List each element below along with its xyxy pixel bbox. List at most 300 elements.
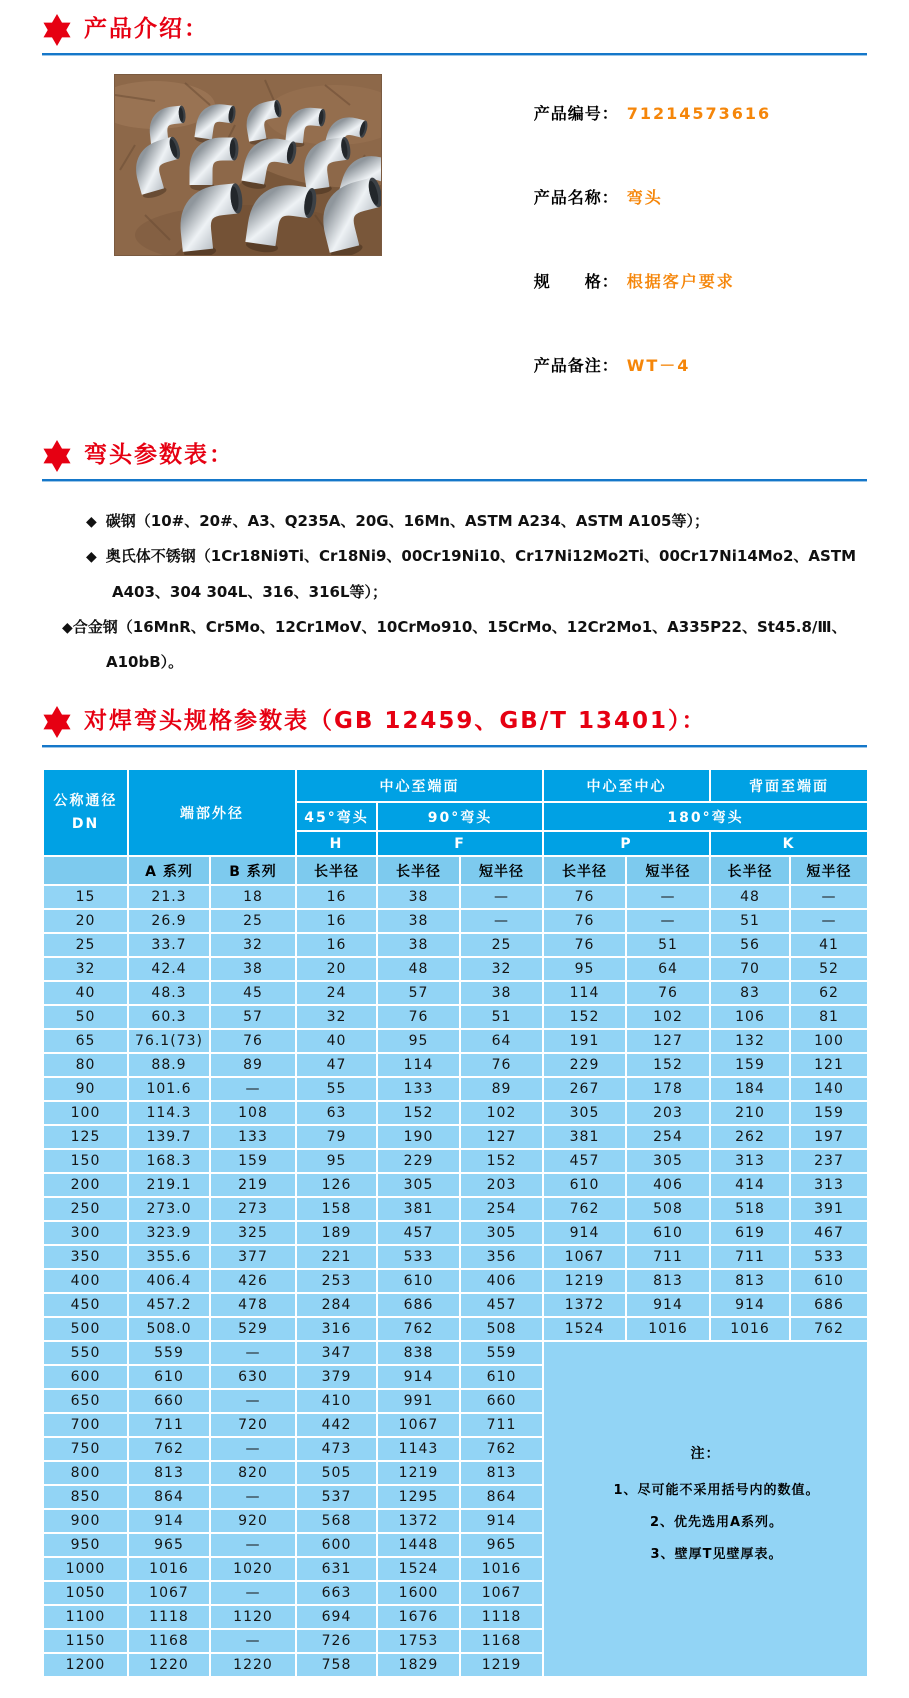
table-cell: 89 xyxy=(460,1077,543,1101)
table-cell: 377 xyxy=(210,1245,296,1269)
table-cell: 125 xyxy=(43,1125,128,1149)
material-item-stainless xyxy=(62,539,867,610)
table-notes-cell xyxy=(543,1341,868,1677)
table-cell: 559 xyxy=(128,1341,210,1365)
table-row xyxy=(43,1317,868,1341)
table-cell: 210 xyxy=(710,1101,790,1125)
info-row-remark xyxy=(478,334,771,395)
table-cell: 1118 xyxy=(128,1605,210,1629)
col-subheader-short-radius: 短半径 xyxy=(460,856,543,885)
table-cell: 89 xyxy=(210,1053,296,1077)
table-cell: 101.6 xyxy=(128,1077,210,1101)
spec-section xyxy=(42,706,867,1678)
table-cell: 273.0 xyxy=(128,1197,210,1221)
table-cell: 529 xyxy=(210,1317,296,1341)
table-cell: 81 xyxy=(790,1005,868,1029)
table-cell: 305 xyxy=(543,1101,626,1125)
note-item: 1、尽可能不采用括号内的数值。 xyxy=(613,1483,820,1499)
table-cell: 95 xyxy=(543,957,626,981)
table-cell: 42.4 xyxy=(128,957,210,981)
table-cell: 711 xyxy=(128,1413,210,1437)
table-cell: 467 xyxy=(790,1221,868,1245)
table-row xyxy=(43,1149,868,1173)
table-cell: 610 xyxy=(128,1365,210,1389)
table-cell: 500 xyxy=(43,1317,128,1341)
table-row xyxy=(43,1341,868,1365)
table-cell: 114 xyxy=(543,981,626,1005)
table-cell: 56 xyxy=(710,933,790,957)
table-cell: 1016 xyxy=(128,1557,210,1581)
table-cell: 38 xyxy=(377,885,460,909)
table-cell: 600 xyxy=(296,1533,377,1557)
notes-title: 注： xyxy=(690,1446,721,1463)
table-row xyxy=(43,981,868,1005)
table-cell: 1295 xyxy=(377,1485,460,1509)
table-cell: 76 xyxy=(543,909,626,933)
table-cell: 76 xyxy=(543,933,626,957)
info-row-name xyxy=(478,166,771,227)
table-cell: 406 xyxy=(460,1269,543,1293)
table-cell: 229 xyxy=(543,1053,626,1077)
table-cell: 95 xyxy=(296,1149,377,1173)
table-cell: 347 xyxy=(296,1341,377,1365)
diamond-bullet-icon: ◆ xyxy=(86,549,97,566)
table-cell: 114 xyxy=(377,1053,460,1077)
table-cell: 914 xyxy=(543,1221,626,1245)
table-cell: 80 xyxy=(43,1053,128,1077)
table-cell: 32 xyxy=(43,957,128,981)
table-cell: 406.4 xyxy=(128,1269,210,1293)
table-cell: 32 xyxy=(460,957,543,981)
table-cell: 1050 xyxy=(43,1581,128,1605)
table-cell: 559 xyxy=(460,1341,543,1365)
info-value: WT－4 xyxy=(626,356,691,375)
table-cell: 16 xyxy=(296,885,377,909)
table-row xyxy=(43,1197,868,1221)
table-cell: 273 xyxy=(210,1197,296,1221)
col-subheader-empty xyxy=(43,856,128,885)
table-cell: 139.7 xyxy=(128,1125,210,1149)
col-subheader-series-b: B 系列 xyxy=(210,856,296,885)
table-cell: 1168 xyxy=(460,1629,543,1653)
table-cell: — xyxy=(790,909,868,933)
table-cell: 152 xyxy=(377,1101,460,1125)
table-cell: 133 xyxy=(210,1125,296,1149)
table-cell: 600 xyxy=(43,1365,128,1389)
table-cell: 406 xyxy=(626,1173,710,1197)
table-cell: 114.3 xyxy=(128,1101,210,1125)
col-header-k: K xyxy=(710,831,868,856)
table-cell: 52 xyxy=(790,957,868,981)
table-cell: 813 xyxy=(710,1269,790,1293)
table-cell: 631 xyxy=(296,1557,377,1581)
table-cell: 127 xyxy=(626,1029,710,1053)
table-cell: — xyxy=(210,1581,296,1605)
table-cell: — xyxy=(210,1629,296,1653)
table-cell: 76 xyxy=(626,981,710,1005)
table-cell: 726 xyxy=(296,1629,377,1653)
table-cell: 197 xyxy=(790,1125,868,1149)
col-header-p: P xyxy=(543,831,710,856)
material-section xyxy=(42,440,867,680)
table-cell: 25 xyxy=(210,909,296,933)
table-cell: 76.1(73) xyxy=(128,1029,210,1053)
table-cell: 219 xyxy=(210,1173,296,1197)
table-cell: 711 xyxy=(710,1245,790,1269)
material-heading xyxy=(42,440,867,472)
table-cell: 152 xyxy=(460,1149,543,1173)
table-cell: 1753 xyxy=(377,1629,460,1653)
table-cell: 1219 xyxy=(377,1461,460,1485)
table-cell: 262 xyxy=(710,1125,790,1149)
table-cell: 619 xyxy=(710,1221,790,1245)
table-cell: 25 xyxy=(43,933,128,957)
table-cell: 70 xyxy=(710,957,790,981)
table-cell: 184 xyxy=(710,1077,790,1101)
table-cell: 20 xyxy=(43,909,128,933)
blue-divider xyxy=(42,479,867,482)
table-cell: 720 xyxy=(210,1413,296,1437)
table-cell: 1524 xyxy=(377,1557,460,1581)
table-cell: 356 xyxy=(460,1245,543,1269)
table-cell: 478 xyxy=(210,1293,296,1317)
table-cell: 381 xyxy=(543,1125,626,1149)
table-cell: 76 xyxy=(377,1005,460,1029)
table-row xyxy=(43,957,868,981)
table-cell: 630 xyxy=(210,1365,296,1389)
table-cell: 711 xyxy=(626,1245,710,1269)
table-row xyxy=(43,1077,868,1101)
table-cell: 47 xyxy=(296,1053,377,1077)
intro-body xyxy=(114,74,867,418)
table-cell: 813 xyxy=(460,1461,543,1485)
table-cell: 660 xyxy=(460,1389,543,1413)
table-cell: 40 xyxy=(43,981,128,1005)
table-cell: 686 xyxy=(377,1293,460,1317)
table-cell: 686 xyxy=(790,1293,868,1317)
table-cell: — xyxy=(210,1389,296,1413)
info-value: 弯头 xyxy=(626,188,663,207)
col-subheader-short-radius: 短半径 xyxy=(626,856,710,885)
table-cell: 1219 xyxy=(543,1269,626,1293)
table-cell: 508 xyxy=(460,1317,543,1341)
table-cell: 457 xyxy=(460,1293,543,1317)
table-cell: 64 xyxy=(626,957,710,981)
col-subheader-series-a: A 系列 xyxy=(128,856,210,885)
table-cell: 100 xyxy=(790,1029,868,1053)
table-cell: 694 xyxy=(296,1605,377,1629)
table-cell: 76 xyxy=(543,885,626,909)
table-cell: 229 xyxy=(377,1149,460,1173)
table-cell: 610 xyxy=(790,1269,868,1293)
table-cell: 350 xyxy=(43,1245,128,1269)
table-cell: 95 xyxy=(377,1029,460,1053)
table-cell: 313 xyxy=(710,1149,790,1173)
table-cell: 55 xyxy=(296,1077,377,1101)
table-cell: 762 xyxy=(543,1197,626,1221)
header-row-groups xyxy=(43,769,868,802)
table-cell: 21.3 xyxy=(128,885,210,909)
table-row xyxy=(43,1221,868,1245)
spec-heading-text: 对焊弯头规格参数表（GB 12459、GB/T 13401）： xyxy=(84,708,707,735)
table-cell: 316 xyxy=(296,1317,377,1341)
table-row xyxy=(43,1245,868,1269)
table-cell: 305 xyxy=(626,1149,710,1173)
table-cell: 305 xyxy=(377,1173,460,1197)
spec-heading xyxy=(42,706,867,738)
table-cell: 300 xyxy=(43,1221,128,1245)
table-cell: 1016 xyxy=(626,1317,710,1341)
table-cell: 159 xyxy=(790,1101,868,1125)
table-cell: 610 xyxy=(543,1173,626,1197)
table-cell: 33.7 xyxy=(128,933,210,957)
info-label: 产品备注： xyxy=(533,356,619,375)
table-cell: 711 xyxy=(460,1413,543,1437)
table-cell: 60.3 xyxy=(128,1005,210,1029)
table-cell: — xyxy=(210,1533,296,1557)
table-cell: 126 xyxy=(296,1173,377,1197)
table-cell: 191 xyxy=(543,1029,626,1053)
table-cell: 381 xyxy=(377,1197,460,1221)
table-cell: 106 xyxy=(710,1005,790,1029)
table-cell: 51 xyxy=(710,909,790,933)
table-cell: 762 xyxy=(128,1437,210,1461)
table-row xyxy=(43,1101,868,1125)
col-subheader-long-radius: 长半径 xyxy=(710,856,790,885)
table-cell: 1120 xyxy=(210,1605,296,1629)
col-header-h: H xyxy=(296,831,377,856)
table-cell: 79 xyxy=(296,1125,377,1149)
table-cell: 267 xyxy=(543,1077,626,1101)
table-cell: 221 xyxy=(296,1245,377,1269)
table-cell: 450 xyxy=(43,1293,128,1317)
table-cell: 48 xyxy=(377,957,460,981)
table-cell: 102 xyxy=(626,1005,710,1029)
table-cell: 700 xyxy=(43,1413,128,1437)
table-cell: 533 xyxy=(790,1245,868,1269)
product-info xyxy=(478,74,771,418)
table-row xyxy=(43,1005,868,1029)
col-header-45deg: 45°弯头 xyxy=(296,802,377,831)
blue-divider xyxy=(42,745,867,748)
table-row xyxy=(43,1053,868,1077)
table-cell: 1676 xyxy=(377,1605,460,1629)
table-cell: 650 xyxy=(43,1389,128,1413)
table-cell: 391 xyxy=(790,1197,868,1221)
table-cell: 284 xyxy=(296,1293,377,1317)
table-cell: 132 xyxy=(710,1029,790,1053)
table-cell: 38 xyxy=(210,957,296,981)
table-cell: 76 xyxy=(460,1053,543,1077)
table-cell: 914 xyxy=(460,1509,543,1533)
material-item-text: 碳钢（10#、20#、A3、Q235A、20G、16Mn、ASTM A234、ASTM A105等）； xyxy=(105,512,709,530)
table-cell: 76 xyxy=(210,1029,296,1053)
table-cell: 38 xyxy=(377,909,460,933)
table-cell: 1016 xyxy=(460,1557,543,1581)
col-header-180deg: 180°弯头 xyxy=(543,802,868,831)
table-cell: 900 xyxy=(43,1509,128,1533)
table-cell: 159 xyxy=(210,1149,296,1173)
table-cell: 914 xyxy=(626,1293,710,1317)
table-cell: 48.3 xyxy=(128,981,210,1005)
table-cell: — xyxy=(210,1077,296,1101)
material-item-alloy xyxy=(62,610,867,681)
table-cell: 323.9 xyxy=(128,1221,210,1245)
material-item-carbon xyxy=(62,504,867,539)
table-cell: 457 xyxy=(543,1149,626,1173)
info-row-code xyxy=(478,82,771,143)
table-cell: 150 xyxy=(43,1149,128,1173)
table-cell: — xyxy=(460,909,543,933)
table-cell: 762 xyxy=(377,1317,460,1341)
table-cell: 762 xyxy=(790,1317,868,1341)
table-row xyxy=(43,933,868,957)
table-cell: 254 xyxy=(460,1197,543,1221)
table-cell: 152 xyxy=(626,1053,710,1077)
table-cell: 313 xyxy=(790,1173,868,1197)
spec-table-body xyxy=(43,885,868,1677)
table-cell: — xyxy=(790,885,868,909)
product-image[interactable] xyxy=(114,74,382,256)
table-cell: 838 xyxy=(377,1341,460,1365)
table-cell: 914 xyxy=(710,1293,790,1317)
table-cell: 1067 xyxy=(460,1581,543,1605)
col-header-end-od: 端部外径 xyxy=(128,769,296,856)
red-star-icon xyxy=(42,14,72,46)
table-cell: 159 xyxy=(710,1053,790,1077)
table-cell: 813 xyxy=(128,1461,210,1485)
table-cell: 410 xyxy=(296,1389,377,1413)
material-heading-text: 弯头参数表： xyxy=(84,442,234,469)
table-cell: 537 xyxy=(296,1485,377,1509)
table-cell: 50 xyxy=(43,1005,128,1029)
table-cell: — xyxy=(210,1437,296,1461)
table-cell: 991 xyxy=(377,1389,460,1413)
info-value: 71214573616 xyxy=(626,104,772,123)
table-cell: 57 xyxy=(210,1005,296,1029)
table-cell: 325 xyxy=(210,1221,296,1245)
material-list xyxy=(62,504,867,680)
red-star-icon xyxy=(42,706,72,738)
table-cell: 1168 xyxy=(128,1629,210,1653)
table-cell: 813 xyxy=(626,1269,710,1293)
table-cell: 533 xyxy=(377,1245,460,1269)
table-cell: 65 xyxy=(43,1029,128,1053)
table-row xyxy=(43,909,868,933)
table-cell: 1372 xyxy=(377,1509,460,1533)
info-label: 产品名称： xyxy=(533,188,619,207)
table-cell: 1020 xyxy=(210,1557,296,1581)
table-cell: — xyxy=(210,1485,296,1509)
table-cell: 305 xyxy=(460,1221,543,1245)
table-cell: 965 xyxy=(128,1533,210,1557)
red-star-icon xyxy=(42,440,72,472)
table-cell: 48 xyxy=(710,885,790,909)
table-cell: 40 xyxy=(296,1029,377,1053)
col-header-back-to-end: 背面至端面 xyxy=(710,769,868,802)
table-cell: 51 xyxy=(460,1005,543,1029)
intro-heading xyxy=(42,14,867,46)
table-cell: 158 xyxy=(296,1197,377,1221)
table-cell: 45 xyxy=(210,981,296,1005)
table-cell: 127 xyxy=(460,1125,543,1149)
table-row xyxy=(43,1269,868,1293)
info-row-spec xyxy=(478,250,771,311)
table-cell: 508.0 xyxy=(128,1317,210,1341)
table-row xyxy=(43,1293,868,1317)
col-header-f: F xyxy=(377,831,543,856)
table-cell: 762 xyxy=(460,1437,543,1461)
table-cell: 663 xyxy=(296,1581,377,1605)
table-cell: 57 xyxy=(377,981,460,1005)
col-subheader-long-radius: 长半径 xyxy=(377,856,460,885)
col-header-90deg: 90°弯头 xyxy=(377,802,543,831)
table-row xyxy=(43,885,868,909)
table-cell: 1524 xyxy=(543,1317,626,1341)
info-label: 产品编号： xyxy=(533,104,619,123)
table-cell: 610 xyxy=(626,1221,710,1245)
table-cell: 950 xyxy=(43,1533,128,1557)
col-subheader-long-radius: 长半径 xyxy=(543,856,626,885)
table-cell: 189 xyxy=(296,1221,377,1245)
table-cell: 140 xyxy=(790,1077,868,1101)
table-cell: 178 xyxy=(626,1077,710,1101)
table-cell: 1016 xyxy=(710,1317,790,1341)
table-cell: 610 xyxy=(377,1269,460,1293)
table-cell: 1100 xyxy=(43,1605,128,1629)
table-row xyxy=(43,1029,868,1053)
table-cell: 83 xyxy=(710,981,790,1005)
table-cell: 550 xyxy=(43,1341,128,1365)
table-cell: 379 xyxy=(296,1365,377,1389)
table-cell: 414 xyxy=(710,1173,790,1197)
col-header-dn: 公称通径 DN xyxy=(43,769,128,856)
material-item-text: 合金钢（16MnR、Cr5Mo、12Cr1MoV、10CrMo910、15CrMo、12Cr2Mo1、A335P22、St45.8/Ⅲ、A10bB）。 xyxy=(72,617,847,671)
spec-table xyxy=(42,768,869,1678)
table-cell: 1067 xyxy=(377,1413,460,1437)
table-cell: 1600 xyxy=(377,1581,460,1605)
table-cell: 18 xyxy=(210,885,296,909)
table-cell: 568 xyxy=(296,1509,377,1533)
table-cell: 1000 xyxy=(43,1557,128,1581)
table-cell: — xyxy=(626,885,710,909)
info-label: 规 格： xyxy=(533,272,619,291)
table-cell: 610 xyxy=(460,1365,543,1389)
blue-divider xyxy=(42,53,867,56)
table-cell: 914 xyxy=(128,1509,210,1533)
table-cell: 965 xyxy=(460,1533,543,1557)
table-cell: 121 xyxy=(790,1053,868,1077)
table-cell: 15 xyxy=(43,885,128,909)
table-cell: 850 xyxy=(43,1485,128,1509)
table-cell: 62 xyxy=(790,981,868,1005)
table-cell: 800 xyxy=(43,1461,128,1485)
info-value: 根据客户要求 xyxy=(626,272,735,291)
table-cell: 442 xyxy=(296,1413,377,1437)
table-cell: 20 xyxy=(296,957,377,981)
table-cell: 168.3 xyxy=(128,1149,210,1173)
table-cell: 426 xyxy=(210,1269,296,1293)
table-cell: 250 xyxy=(43,1197,128,1221)
col-header-center-to-end: 中心至端面 xyxy=(296,769,543,802)
table-cell: 32 xyxy=(210,933,296,957)
table-cell: 51 xyxy=(626,933,710,957)
table-cell: 505 xyxy=(296,1461,377,1485)
table-cell: 457 xyxy=(377,1221,460,1245)
table-cell: 1150 xyxy=(43,1629,128,1653)
table-cell: 1200 xyxy=(43,1653,128,1677)
table-cell: 1143 xyxy=(377,1437,460,1461)
